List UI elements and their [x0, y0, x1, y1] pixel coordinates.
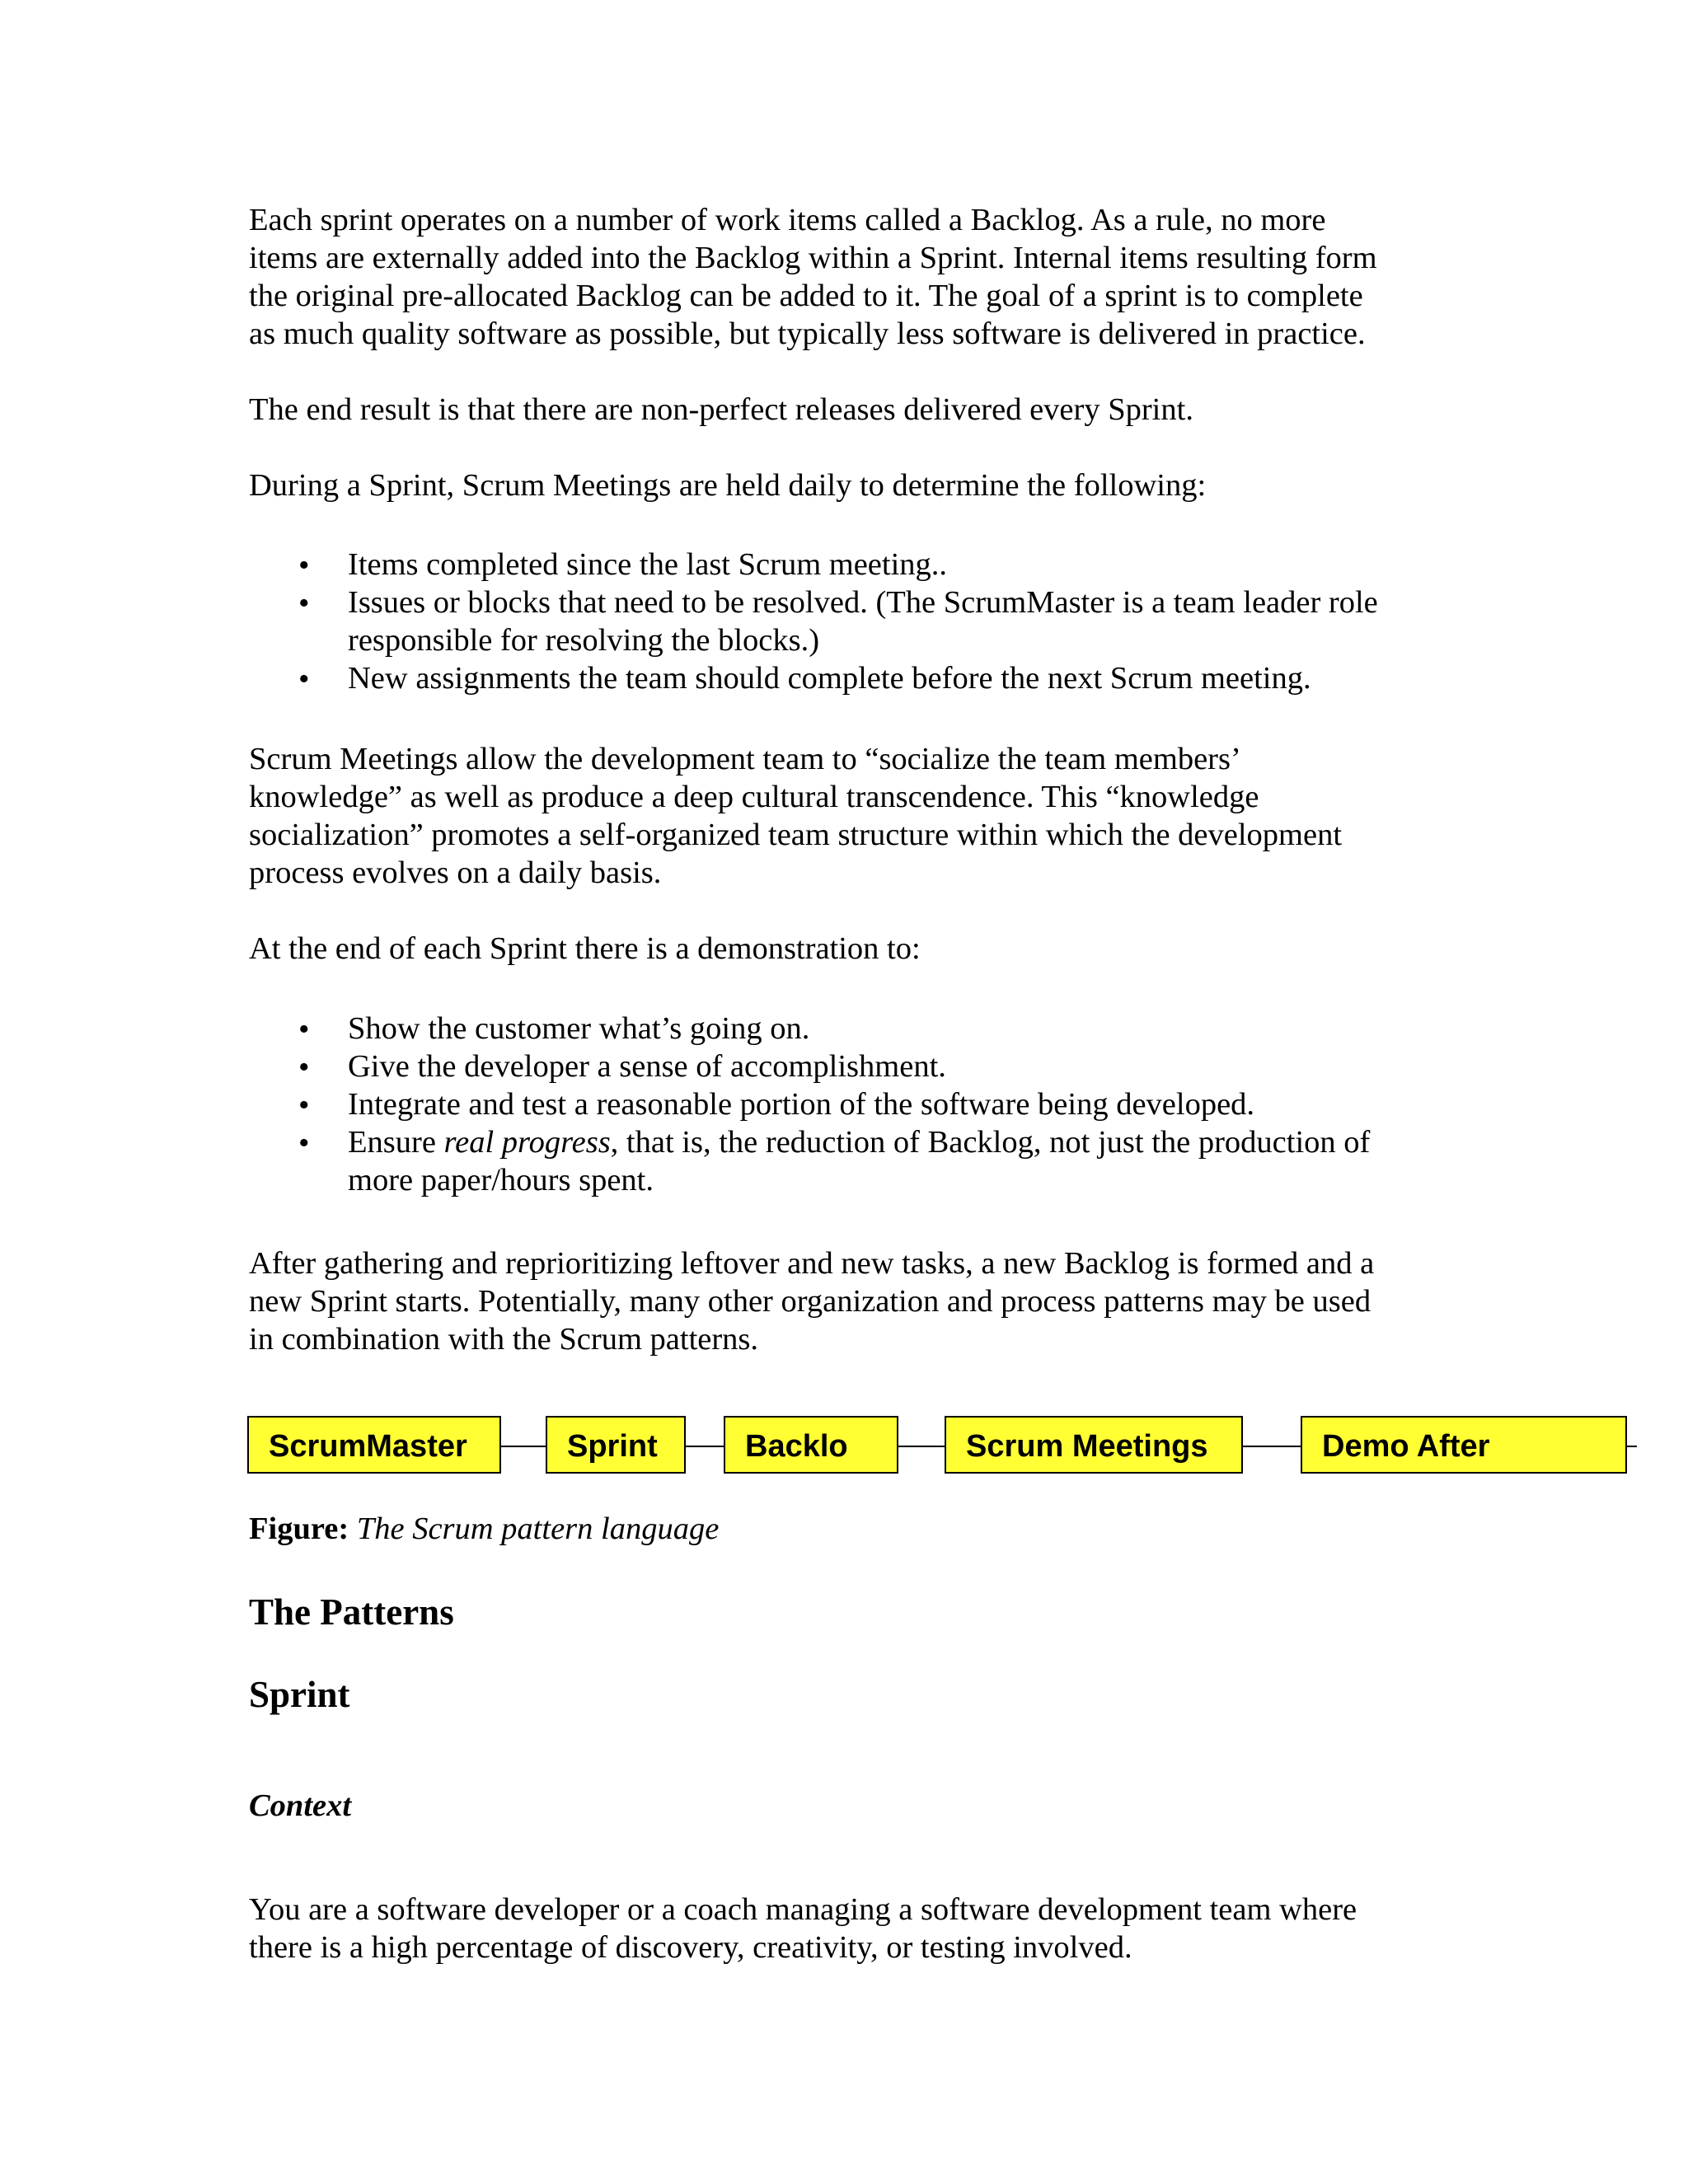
text-line: Each sprint operates on a number of work items called a Backlog. As a rule, no more — [249, 203, 1326, 237]
text-line: socialization” promotes a self-organized team structure within which the development — [249, 818, 1343, 852]
paragraph-context — [249, 1891, 1452, 1966]
list-item-text: New assignments the team should complete before the next Scrum meeting. — [348, 661, 1311, 696]
paragraph-scrum-meetings — [249, 740, 1452, 892]
text-line: as much quality software as possible, but typically less software is delivered in practice. — [249, 316, 1366, 351]
heading-sprint: Sprint — [249, 1674, 350, 1715]
meeting-topics-list — [249, 546, 1452, 697]
connector-line — [499, 1446, 547, 1447]
pattern-box-sprint: Sprint — [546, 1416, 686, 1474]
pattern-box-demo-after: Demo After — [1301, 1416, 1627, 1474]
connector-line — [1625, 1446, 1637, 1447]
list-item — [249, 1010, 1452, 1047]
connector-line — [897, 1446, 946, 1447]
emphasis-text: real progress — [443, 1125, 611, 1160]
list-item-text: responsible for resolving the blocks.) — [348, 623, 820, 658]
demonstration-goals-list — [249, 1010, 1452, 1199]
paragraph-new-backlog — [249, 1244, 1452, 1358]
list-item — [249, 583, 1452, 659]
caption-label: Figure: — [249, 1511, 349, 1546]
bullet-icon: • — [298, 1088, 310, 1122]
pattern-box-backlog: Backlo — [724, 1416, 898, 1474]
paragraph-demonstration — [249, 930, 1452, 968]
caption-text: The Scrum pattern language — [356, 1511, 720, 1546]
heading-the-patterns: The Patterns — [249, 1591, 454, 1633]
list-item-text: more paper/hours spent. — [348, 1163, 654, 1197]
text-line: After gathering and reprioritizing leftover and new tasks, a new Backlog is formed and a — [249, 1246, 1375, 1281]
list-item — [249, 659, 1452, 697]
text-line: You are a software developer or a coach managing a software development team where — [249, 1892, 1357, 1927]
bullet-icon: • — [298, 548, 310, 583]
list-item — [249, 546, 1452, 583]
text-line: During a Sprint, Scrum Meetings are held daily to determine the following: — [249, 468, 1207, 503]
text-line: in combination with the Scrum patterns. — [249, 1322, 759, 1357]
text-line: new Sprint starts. Potentially, many other organization and process patterns may be used — [249, 1284, 1372, 1319]
text-line: knowledge” as well as produce a deep cultural transcendence. This “knowledge — [249, 780, 1259, 814]
heading-context: Context — [249, 1788, 352, 1823]
bullet-icon: • — [298, 662, 310, 696]
paragraph-end-result — [249, 391, 1452, 429]
bullet-icon: • — [298, 586, 310, 621]
text-run: Ensure — [348, 1125, 444, 1160]
text-run: , that is, the reduction of Backlog, not just the production of — [610, 1125, 1371, 1160]
list-item-text: Give the developer a sense of accomplishment. — [348, 1049, 946, 1084]
text-line: Scrum Meetings allow the development team to “socialize the team members’ — [249, 742, 1241, 776]
bullet-icon: • — [298, 1012, 310, 1047]
paragraph-during-sprint — [249, 466, 1452, 504]
list-item — [249, 1085, 1452, 1123]
pattern-language-figure — [247, 1416, 1648, 1477]
connector-line — [1241, 1446, 1302, 1447]
text-line: there is a high percentage of discovery, creativity, or testing involved. — [249, 1930, 1132, 1965]
list-item-text — [348, 1123, 1452, 1161]
list-item-text: Issues or blocks that need to be resolved. (The ScrumMaster is a team leader role — [348, 585, 1378, 620]
text-line: items are externally added into the Backlog within a Sprint. Internal items resulting form — [249, 241, 1377, 275]
bullet-icon: • — [298, 1050, 310, 1085]
list-item — [249, 1047, 1452, 1085]
text-line: the original pre-allocated Backlog can be added to it. The goal of a sprint is to complete — [249, 279, 1363, 313]
paragraph-backlog — [249, 201, 1452, 353]
list-item-text: Integrate and test a reasonable portion of the software being developed. — [348, 1087, 1255, 1122]
figure-caption — [249, 1510, 719, 1548]
text-line: process evolves on a daily basis. — [249, 855, 662, 890]
bullet-icon: • — [298, 1126, 310, 1160]
list-item — [249, 1123, 1452, 1199]
text-line: The end result is that there are non-perfect releases delivered every Sprint. — [249, 392, 1193, 427]
list-item-text: Show the customer what’s going on. — [348, 1011, 810, 1046]
text-line: At the end of each Sprint there is a demonstration to: — [249, 931, 921, 966]
list-item-text: Items completed since the last Scrum meeting.. — [348, 547, 948, 582]
pattern-box-scrum-meetings: Scrum Meetings — [945, 1416, 1243, 1474]
pattern-box-scrummaster: ScrumMaster — [247, 1416, 501, 1474]
connector-line — [684, 1446, 725, 1447]
